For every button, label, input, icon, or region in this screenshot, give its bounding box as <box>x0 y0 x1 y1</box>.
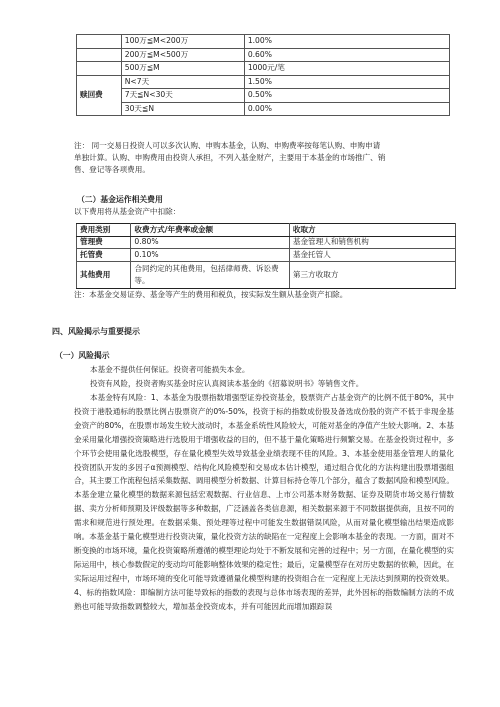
table-cell: 1.50% <box>244 75 449 89</box>
table-cell: 0.80% <box>131 236 289 249</box>
table-cell: 0.10% <box>131 249 289 262</box>
column-header: 费用类别 <box>77 224 131 237</box>
section-heading: 四、风险揭示与重要提示 <box>52 327 140 336</box>
table-cell: 7天≦N<30天 <box>121 89 244 103</box>
table-row <box>77 261 456 288</box>
table-row <box>77 35 450 49</box>
table-cell: 0.60% <box>244 48 449 62</box>
table-row <box>77 75 450 89</box>
table-cell: 管理费 <box>77 236 131 249</box>
column-header: 收取方 <box>289 224 455 237</box>
table-row <box>77 236 456 249</box>
section-intro: 以下费用将从基金资产中扣除： <box>74 207 181 216</box>
note-subscription-fees <box>74 140 454 176</box>
column-header: 收费方式/年费率或金额 <box>131 224 289 237</box>
table-cell: 200万≦M<500万 <box>121 48 244 62</box>
table-row <box>77 48 450 62</box>
table-row <box>77 249 456 262</box>
table-cell: 托管费 <box>77 249 131 262</box>
table-cell <box>77 62 122 76</box>
note-line: 售、登记等各项费用。 <box>74 165 150 174</box>
table-cell: 500万≦M <box>121 62 244 76</box>
table-cell <box>77 48 122 62</box>
table-row <box>77 62 450 76</box>
table-cell: N<7天 <box>121 75 244 89</box>
table-row <box>77 102 450 116</box>
paragraph: 本基金特有风险：1、本基金为股票指数增强型证券投资基金，股票资产占基金资产的比例不低于80%，其中投资于港股通标的股票比例占股票资产的0%-50%，投资于标的指数成份股及备选成份股的资产不低于非现金基金资产的80%，在股票市场发生较大波动时，本基金系统性风险较大，可能对基金的净值产生较大影响。2、本基金采用量化增强投资策略进行选股用于增强收益的目的，但不基于量化策略进行频繁交易。在基金投资过程中，多个环节会使用量化选股模型，存在量化模型失效导致基金业绩表现不佳的风险。3、本基金使用基金管理人的量化投资团队开发的多因子α预测模型、结构化风险模型和交易成本估计模型，通过组合优化的方法构建出股票增强组合，其主要工作流程包括采集数据、调用模型分析数据、计算目标持仓等几个部分，蕴含了数据风险和模型风险。本基金建立量化模型的数据来源包括宏观数据、行业信息、上市公司基本财务数据、证券及期货市场交易行情数据、卖方分析师预期及评级数据等多种数据，广泛涵盖各类信息源，相关数据来源于不同数据提供商，且按不同的需求和规范进行预处理。在数据采集、预处理等过程中可能发生数据错误风险，从而对量化模型输出结果造成影响。本基金基于量化模型进行投资决策，量化投资方法的缺陷在一定程度上会影响本基金的表现。一方面，面对不断变换的市场环境，量化投资策略所遵循的模型理论均处于不断发展和完善的过程中；另一方面，在量化模型的实际运用中，核心参数假定的变动均可能影响整体效果的稳定性；最后，定量模型存在对历史数据的依赖，因此，在实际运用过程中，市场环境的变化可能导致遵循量化模型构建的投资组合在一定程度上无法达到预期的投资效果。4、标的指数风险：即编制方法可能导致标的指数的表现与总体市场表现的差异，此外因标的指数编制方法的不成熟也可能导致指数调整较大，增加基金投资成本，并有可能因此而增加跟踪误 <box>74 393 454 611</box>
note-line: 单独计算。认购、申购费用由投资人承担，不列入基金财产，主要用于本基金的市场推广、销 <box>74 153 386 162</box>
table-cell: 第三方收取方 <box>289 261 455 288</box>
note-line: 注： 同一交易日投资人可以多次认购、申购本基金，认购、申购费率按每笔认购、申购申请 <box>74 141 381 150</box>
table-header-row <box>77 224 456 237</box>
table-cell: 合同约定的其他费用，包括律师费、诉讼费等。 <box>131 261 289 288</box>
paragraph: 本基金不提供任何保证。投资者可能损失本金。 <box>90 365 250 374</box>
subsection-heading: （一）风险揭示 <box>55 351 110 360</box>
section-heading: （二）基金运作相关费用 <box>77 195 163 204</box>
note-operating-fees: 注：本基金交易证券、基金等产生的费用和税负，按实际发生额从基金资产扣除。 <box>74 290 348 299</box>
paragraph: 投资有风险，投资者购买基金时应认真阅读本基金的《招募说明书》等销售文件。 <box>90 379 364 388</box>
table-cell: 1000元/笔 <box>244 62 449 76</box>
table-cell: 30天≦N <box>121 102 244 116</box>
table-cell: 其他费用 <box>77 261 131 288</box>
table-cell: 0.50% <box>244 89 449 103</box>
operating-fee-table <box>76 223 456 289</box>
fee-rate-table <box>76 34 450 116</box>
table-cell <box>77 35 122 49</box>
table-cell: 基金托管人 <box>289 249 455 262</box>
table-cell: 1.00% <box>244 35 449 49</box>
redemption-fee-label: 赎回费 <box>77 75 122 116</box>
table-cell: 0.00% <box>244 102 449 116</box>
table-cell: 100万≦M<200万 <box>121 35 244 49</box>
table-row <box>77 89 450 103</box>
table-cell: 基金管理人和销售机构 <box>289 236 455 249</box>
